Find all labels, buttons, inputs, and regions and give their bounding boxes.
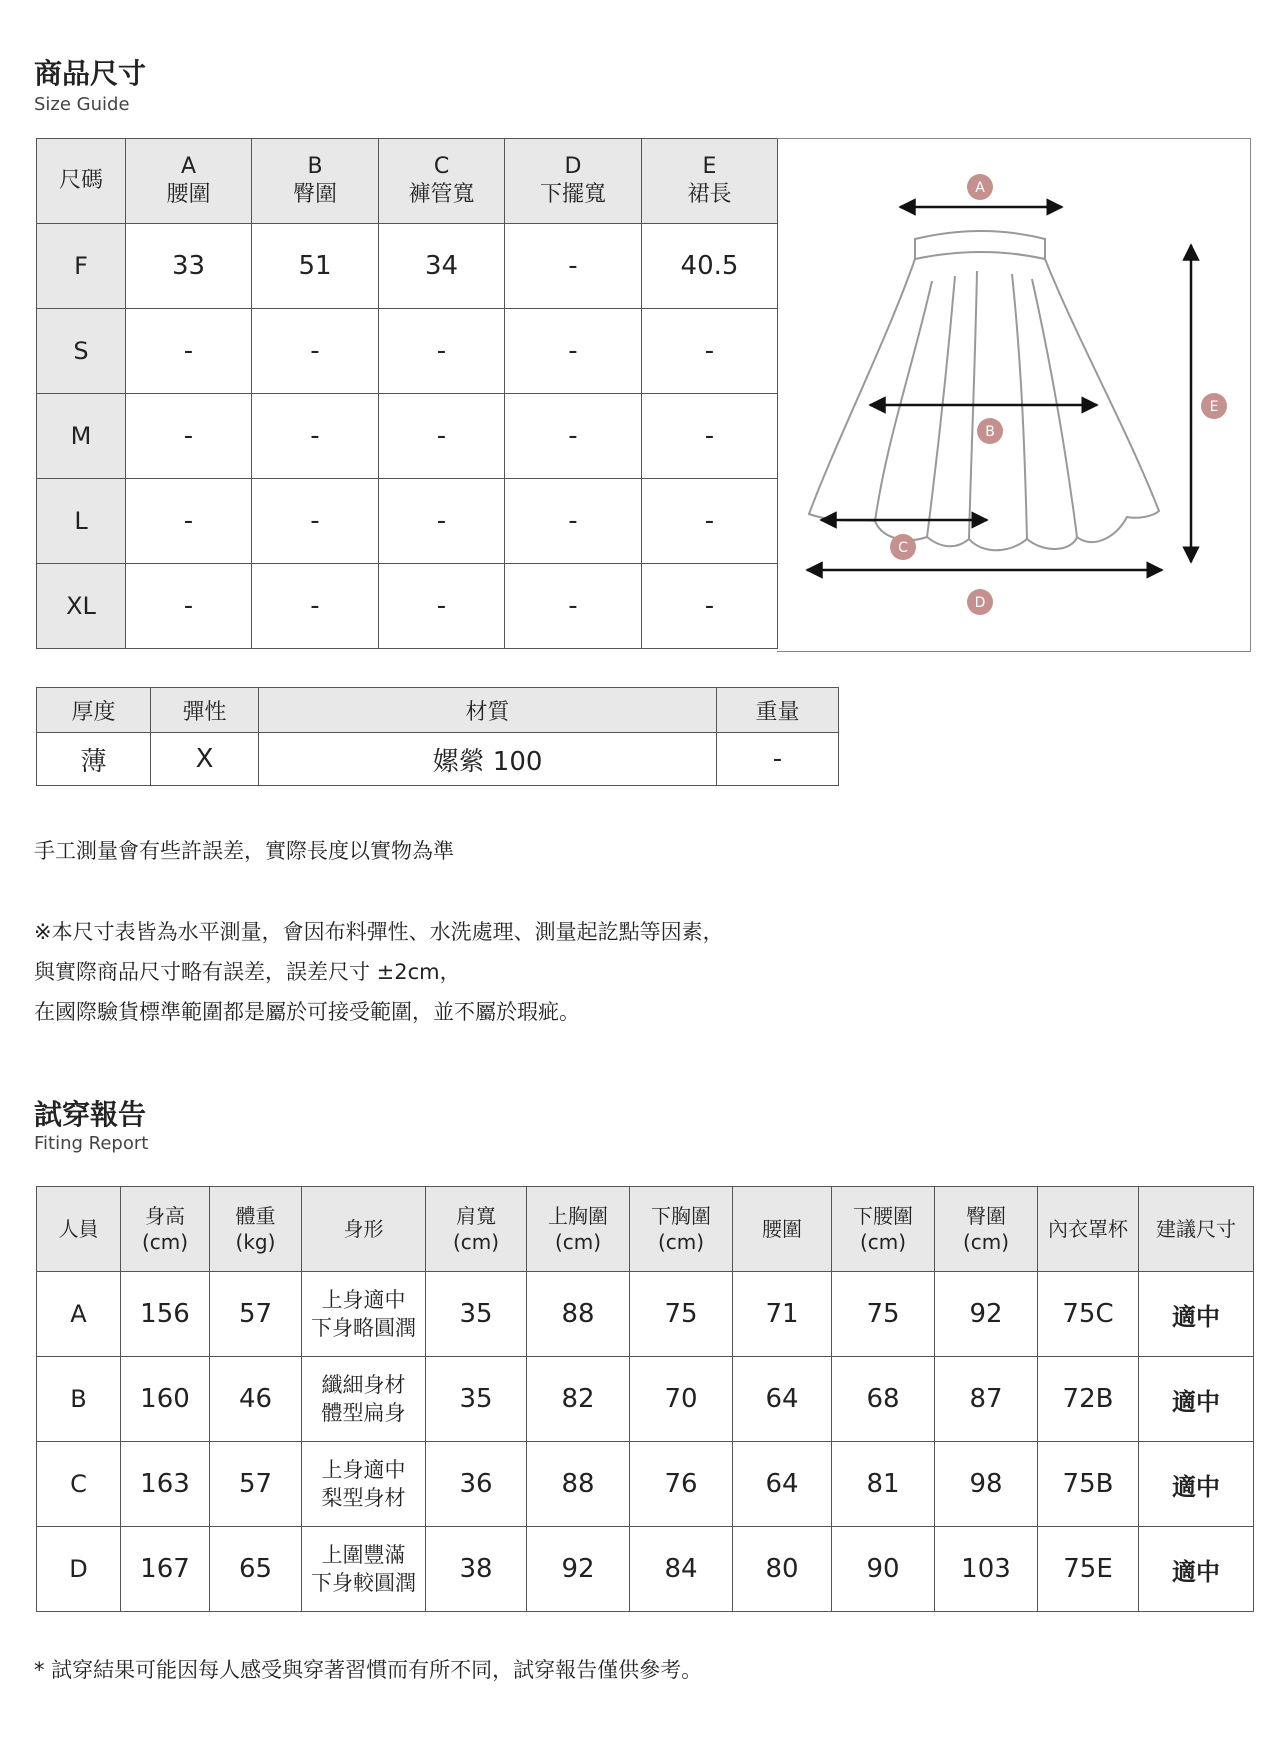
lower-chest-cell: 70 [630,1357,733,1442]
size-cell: - [379,564,505,649]
column-letter: B [307,154,323,179]
upper-chest-header [527,1187,630,1272]
material-header-row [37,688,839,733]
thickness-value: 薄 [37,733,151,786]
size-label: S [37,309,126,394]
pleat-line [1012,274,1027,539]
size-cell: - [126,309,252,394]
lower-chest-cell: 76 [630,1442,733,1527]
size-cell: - [252,309,379,394]
material-table [36,687,839,786]
header-label: 建議尺寸 [1156,1217,1236,1241]
size-cell: - [642,394,778,479]
column-header-e [642,139,778,224]
column-name: 臀圍 [292,182,337,207]
recommended-size-cell: 適中 [1139,1357,1254,1442]
size-cell: - [505,394,642,479]
size-cell: 33 [126,224,252,309]
header-label: 下腰圍 [853,1204,913,1228]
column-letter: A [180,154,197,179]
header-label: 肩寬 [456,1204,496,1228]
fitting-footnote: * 試穿結果可能因每人感受與穿著習慣而有所不同，試穿報告僅供參考。 [34,1658,703,1682]
shape-line: 下身較圓潤 [311,1571,416,1595]
shoulder-cell: 36 [426,1442,527,1527]
size-cell: - [642,309,778,394]
lower-waist-cell: 68 [832,1357,935,1442]
height-cell: 160 [121,1357,210,1442]
size-row-l [37,479,778,564]
size-row-m [37,394,778,479]
shape-line: 體型扁身 [321,1401,406,1425]
hip-cell: 98 [935,1442,1038,1527]
upper-chest-cell: 82 [527,1357,630,1442]
column-name: 下擺寬 [539,182,606,207]
weight-cell: 57 [210,1442,302,1527]
size-cell: - [252,394,379,479]
recommended-size-cell: 適中 [1139,1527,1254,1612]
height-cell: 163 [121,1442,210,1527]
size-cell: - [642,564,778,649]
upper-chest-cell: 92 [527,1527,630,1612]
column-name: 腰圍 [166,182,211,207]
size-cell: 40.5 [642,224,778,309]
shape-line: 梨型身材 [321,1486,406,1510]
skirt-illustration [777,139,1251,653]
hip-cell: 103 [935,1527,1038,1612]
size-cell: - [505,224,642,309]
size-label: XL [37,564,126,649]
fabric-header: 材質 [259,688,717,733]
header-label: 內衣罩杯 [1048,1217,1128,1241]
header-label: 體重 [235,1204,276,1228]
fitting-report-subtitle: Fiting Report [34,1133,149,1154]
header-label: 下胸圍 [651,1204,711,1228]
fitting-row-d [37,1527,1254,1612]
label-c-text: C [898,540,908,556]
disclaimer-line-2: 與實際商品尺寸略有誤差，誤差尺寸 ±2cm， [34,960,461,984]
material-value-row [37,733,839,786]
column-header-d [505,139,642,224]
size-guide-subtitle: Size Guide [34,94,130,115]
weight-cell: 57 [210,1272,302,1357]
size-cell: - [642,479,778,564]
header-unit: (cm) [657,1230,705,1254]
body-shape-cell [302,1357,426,1442]
label-a-text: A [975,180,985,196]
shoulder-cell: 35 [426,1357,527,1442]
label-d [967,589,993,615]
elasticity-header: 彈性 [151,688,259,733]
header-label: 人員 [58,1217,99,1241]
label-e [1201,393,1227,419]
hip-cell: 92 [935,1272,1038,1357]
cup-cell: 72B [1038,1357,1139,1442]
lower-chest-cell: 84 [630,1527,733,1612]
column-header-b [252,139,379,224]
shoulder-cell: 35 [426,1272,527,1357]
cup-header [1038,1187,1139,1272]
size-cell: 34 [379,224,505,309]
shape-line: 上圍豐滿 [321,1543,406,1567]
lower-waist-cell: 81 [832,1442,935,1527]
cup-cell: 75C [1038,1272,1139,1357]
fitting-report-title: 試穿報告 [34,1098,147,1131]
label-e-text: E [1209,399,1219,415]
skirt-diagram [777,138,1251,652]
size-label: F [37,224,126,309]
label-a [967,174,993,200]
weight-cell: 46 [210,1357,302,1442]
size-column-header: 尺碼 [37,139,126,224]
person-cell: B [37,1357,121,1442]
lower-waist-header [832,1187,935,1272]
fitting-row-a [37,1272,1254,1357]
column-name: 裙長 [687,182,732,207]
size-table [36,138,778,649]
size-table-header-row [37,139,778,224]
waist-cell: 80 [733,1527,832,1612]
lower-waist-cell: 75 [832,1272,935,1357]
person-cell: A [37,1272,121,1357]
waist-cell: 64 [733,1442,832,1527]
size-cell: 51 [252,224,379,309]
size-row-s [37,309,778,394]
fitting-table [36,1186,1254,1612]
column-letter: E [702,154,717,179]
upper-chest-cell: 88 [527,1272,630,1357]
shape-line: 上身適中 [321,1288,406,1312]
header-unit: (cm) [859,1230,907,1254]
fabric-value: 嫘縈 100 [259,733,717,786]
lower-waist-cell: 90 [832,1527,935,1612]
column-header-c [379,139,505,224]
size-label: M [37,394,126,479]
waist-cell: 71 [733,1272,832,1357]
shoulder-header [426,1187,527,1272]
column-letter: D [564,154,582,179]
person-cell: C [37,1442,121,1527]
recommended-size-cell: 適中 [1139,1272,1254,1357]
pleat-line [927,276,955,537]
size-cell: - [379,309,505,394]
size-cell: - [126,394,252,479]
height-cell: 156 [121,1272,210,1357]
recommended-size-header [1139,1187,1254,1272]
body-shape-cell [302,1442,426,1527]
shape-line: 纖細身材 [321,1373,406,1397]
label-d-text: D [974,595,986,611]
height-header [121,1187,210,1272]
header-unit: (cm) [962,1230,1010,1254]
body-shape-cell [302,1272,426,1357]
size-cell: - [379,394,505,479]
person-cell: D [37,1527,121,1612]
header-label: 腰圍 [762,1217,802,1241]
weight-cell: 65 [210,1527,302,1612]
size-guide-title: 商品尺寸 [34,57,147,90]
lower-chest-cell: 75 [630,1272,733,1357]
size-label: L [37,479,126,564]
shape-line: 上身適中 [321,1458,406,1482]
header-label: 身形 [343,1217,384,1241]
waist-cell: 64 [733,1357,832,1442]
header-unit: (kg) [235,1230,276,1254]
size-cell: - [126,564,252,649]
skirt-waistband [915,231,1045,259]
height-cell: 167 [121,1527,210,1612]
disclaimer-line-3: 在國際驗貨標準範圍都是屬於可接受範圍，並不屬於瑕疵。 [34,1000,580,1024]
size-cell: - [126,479,252,564]
person-header [37,1187,121,1272]
lower-chest-header [630,1187,733,1272]
label-b-text: B [985,424,995,440]
header-unit: (cm) [554,1230,602,1254]
size-cell: - [505,479,642,564]
weight-value: - [717,733,839,786]
fitting-row-c [37,1442,1254,1527]
upper-chest-cell: 88 [527,1442,630,1527]
body-shape-header [302,1187,426,1272]
column-header-a [126,139,252,224]
fitting-row-b [37,1357,1254,1442]
size-cell: - [505,564,642,649]
cup-cell: 75B [1038,1442,1139,1527]
size-cell: - [379,479,505,564]
fitting-header-row [37,1187,1254,1272]
measurement-note: 手工測量會有些許誤差，實際長度以實物為準 [34,839,454,863]
shape-line: 下身略圓潤 [311,1316,416,1340]
body-shape-cell [302,1527,426,1612]
recommended-size-cell: 適中 [1139,1442,1254,1527]
elasticity-value: X [151,733,259,786]
header-label: 上胸圍 [548,1204,608,1228]
weight-header [210,1187,302,1272]
label-c [890,534,916,560]
label-b [977,418,1003,444]
pleat-line [875,281,932,521]
cup-cell: 75E [1038,1527,1139,1612]
hip-cell: 87 [935,1357,1038,1442]
hip-header [935,1187,1038,1272]
size-cell: - [252,564,379,649]
header-unit: (cm) [141,1230,189,1254]
size-cell: - [505,309,642,394]
size-row-xl [37,564,778,649]
disclaimer-line-1: ※本尺寸表皆為水平測量，會因布料彈性、水洗處理、測量起訖點等因素， [34,920,724,944]
waist-header [733,1187,832,1272]
header-unit: (cm) [452,1230,500,1254]
shoulder-cell: 38 [426,1527,527,1612]
size-row-f [37,224,778,309]
column-name: 褲管寬 [408,182,475,207]
header-label: 身高 [145,1204,185,1228]
thickness-header: 厚度 [37,688,151,733]
header-label: 臀圍 [966,1204,1006,1228]
size-cell: - [252,479,379,564]
column-letter: C [433,154,450,179]
weight-header: 重量 [717,688,839,733]
